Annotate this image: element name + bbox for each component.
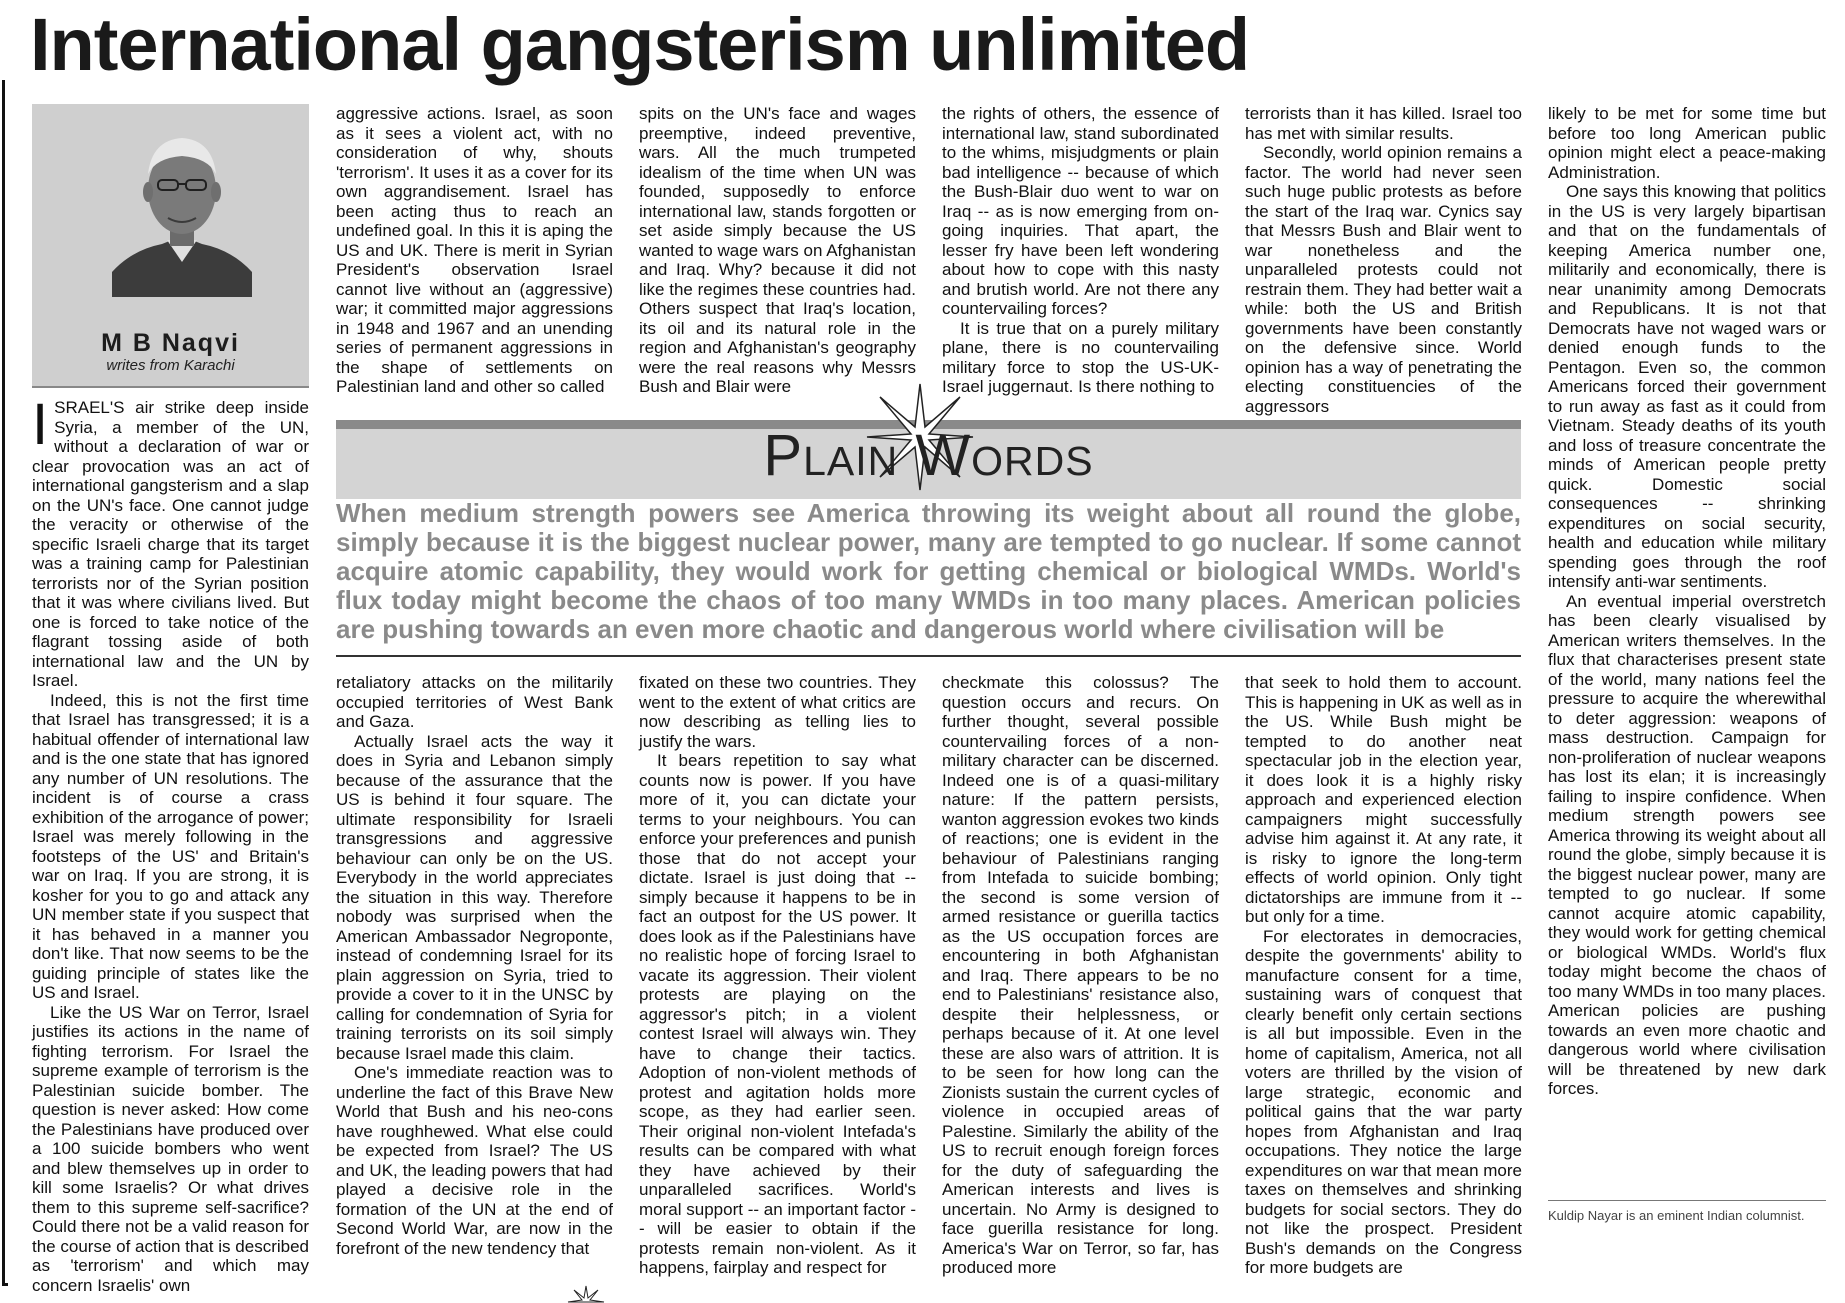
article-paragraph: ISRAEL'S air strike deep inside Syria, a member of the UN, without a declaration of war or clear provocation was an act of international gangsterism and a slap on the UN's face. One cannot judge the veracity or otherwise of the specific Israeli charge that its target was a training camp for Palestinian terrorists nor of the Syrian position that it was where civilians lived. But one is forced to take notice of the flagrant tossing aside of both international law and the UN by Israel. xyxy=(32,392,309,690)
headline: International gangsterism unlimited xyxy=(30,3,1250,86)
starburst-fragment-icon xyxy=(568,1286,604,1302)
author-location: writes from Karachi xyxy=(106,357,235,374)
article-paragraph: the rights of others, the essence of international law, stand subordinated to the whims, misjudgments or plain bad intelligence -- because of which the Bush-Blair duo went to war on Iraq -- as is now emerging from on-going inquiries. That apart, the lesser fry have been left wondering about how to cope with this nasty and brutish world. Are not there any countervailing forces? xyxy=(942,104,1219,318)
pull-quote: When medium strength powers see America throwing its weight about all round the globe, simply because it is the biggest nuclear power, many are tempted to go nuclear. If some cannot acquire atomic capability, they would work for getting chemical or biological WMDs. World's flux today might become the chaos of too many WMDs in too many places. American policies are pushing towards an even more chaotic and dangerous world where civilisation will be xyxy=(336,498,1521,644)
article-column-5-bottom xyxy=(1245,673,1522,1291)
article-paragraph: checkmate this colossus? The question occurs and recurs. On further thought, several possible countervailing forces of a non-military character can be discerned. Indeed one is of a quasi-military nature: If the pattern persists, wanton aggression evokes two kinds of reactions; one is evident in the behaviour of Palestinians ranging from Intefada to suicide bombing; the second is some version of armed resistance or guerilla tactics as the US occupation forces are encountering in both Afghanistan and Iraq. There appears to be no end to Palestinians' resistance also, despite their helplessness, or perhaps because of it. At one level these are also wars of attrition. It is to be seen for how long can the Zionists sustain the current cycles of violence in occupied areas of Palestine. Similarly the ability of the US to recruit enough foreign forces for the duty of safeguarding the American interests and lives is uncertain. No Army is designed to face guerilla resistance for long. America's War on Terror, so far, has produced more xyxy=(942,673,1219,1277)
article-paragraph: that seek to hold them to account. This is happening in UK as well as in the US. While Bush might be tempted to do another neat spectacular job in the election year, it does look it is a highly risky approach and experienced election campaigners might successfully advise him against it. At any rate, it is risky to ignore the long-term effects of world opinion. Only tight dictatorships are immune from it -- but only for a time. xyxy=(1245,673,1522,926)
author-portrait-icon xyxy=(112,122,252,297)
article-paragraph: retaliatory attacks on the militarily occupied territories of West Bank and Gaza. xyxy=(336,673,613,731)
article-paragraph: likely to be met for some time but before too long American public opinion might elect a peace-making Administration. xyxy=(1548,104,1826,182)
article-paragraph: For electorates in democracies, despite the governments' ability to manufacture consent for a time, sustaining wars of conquest that clearly benefit only certain sections is all but impossible. Even in the home of capitalism, America, not all voters are thrilled by the vision of large strategic, economic and political gains that the war party hopes from Afghanistan and Iraq occupations. They notice the large expenditures on war that mean more taxes on themselves and shrinking budgets for social sectors. They do not like the prospect. President Bush's demands on the Congress for more budgets are xyxy=(1245,926,1522,1277)
footnote-rule xyxy=(1548,1200,1826,1201)
drop-cap: I xyxy=(32,392,49,457)
article-paragraph: terrorists than it has killed. Israel too has met with similar results. xyxy=(1245,104,1522,143)
article-paragraph: fixated on these two countries. They went to the extent of what critics are now describing as telling lies to justify the wars. xyxy=(639,673,916,751)
article-paragraph: One says this knowing that politics in the US is very largely bipartisan and that on the fundamentals of keeping America number one, militarily and economically, there is near unanimity among Democrats and Republicans. It is not that Democrats have not waged wars or denied enough funds to the Pentagon. Even so, the common Americans forced their government to run away as fast as it could from Vietnam. Steady deaths of its youth and loss of treasure concentrate the minds of American people pretty quick. Domestic social consequences -- shrinking expenditures on social security, health and education while military spending goes through the roof intensify anti-war sentiments. xyxy=(1548,182,1826,591)
article-paragraph: Like the US War on Terror, Israel justifies its actions in the name of fighting terrorism. For Israel the supreme example of terrorism is the Palestinian suicide bomber. The question is never asked: How come the Palestinians have produced over a 100 suicide bombers who went and blew themselves up in order to kill some Israelis? Or what drives them to this supreme self-sacrifice? Could there not be a valid reason for the course of action that is described as 'terrorism' and which may concern Israelis' own xyxy=(32,1002,309,1295)
article-paragraph: It is true that on a purely military plane, there is no countervailing military force to stop the US-UK-Israel juggernaut. Is there nothing to xyxy=(942,318,1219,396)
article-paragraph: Actually Israel acts the way it does in Syria and Lebanon simply because of the assurance that the US is behind it four square. The ultimate responsibility for Israeli transgressions and aggressive behaviour can only be on the US. Everybody in the world appreciates the situation in this way. Therefore nobody was surprised when the American Ambassador Negroponte, instead of condemning Israel for its plain aggression on Syria, tried to provide a cover to it in the UNSC by calling for condemnation of Syria for training terrorists on its soil simply because Israel made this claim. xyxy=(336,731,613,1063)
column-title: Plain Words xyxy=(763,423,1094,488)
article-paragraph: aggressive actions. Israel, as soon as it sees a violent act, with no consideration of why, shouts 'terrorism'. It uses it as a cover for its own aggrandisement. Israel has been acting thus to reach an undefined goal. In this it is aping the US and UK. There is merit in Syrian President's observation Israel cannot live without an (aggressive) war; it committed major aggressions in 1948 and 1967 and an unending series of permanent aggressions in the shape of settlements on Palestinian land and other so called xyxy=(336,104,613,396)
byline-box xyxy=(32,104,309,388)
author-name: M B Naqvi xyxy=(101,329,240,357)
article-paragraph: Secondly, world opinion remains a factor. The world had never seen such huge public protests as before the start of the Iraq war. Cynics say that Messrs Bush and Blair went to war nonetheless and the unparalleled protests could not restrain them. They had better wait a while: both the US and British governments have been constantly on the defensive since. World opinion has a way of penetrating the electing constituencies of the aggressors xyxy=(1245,143,1522,416)
article-column-3-top xyxy=(639,104,916,400)
article-column-2-bottom xyxy=(336,673,613,1291)
left-edge-rule xyxy=(2,80,5,1285)
article-paragraph: It bears repetition to say what counts now is power. If you have more of it, you can dictate your terms to your neighbours. You can enforce your preferences and punish those that do not accept your dictate. Israel is just doing that -- simply because it happens to be in fact an outpost for the US power. It does look as if the Palestinians have no realistic hope of forcing Israel to vacate its aggression. Their violent protests are playing on the aggressor's pitch; in a violent contest Israel will always win. They have to change their tactics. Adoption of non-violent methods of protest and agitation holds more scope, as they had earlier seen. Their original non-violent Intefada's results can be compared with what they have achieved by their unparalleled sacrifices. World's moral support -- an important factor -- will be easier to obtain if the protests remain non-violent. As it happens, fairplay and respect for xyxy=(639,751,916,1277)
article-paragraph: An eventual imperial overstretch has been clearly visualised by American writers themselves. In the flux that characterises present state of the world, many nations feel the pressure to acquire the wherewithal to deter aggression: weapons of mass destruction. Campaign for non-proliferation of nuclear weapons has lost its elan; it is increasingly failing to inspire confidence. When medium strength powers see America throwing its weight about all round the globe, simply because it is the biggest nuclear power, many are tempted to go nuclear. If some cannot acquire atomic capability, they would work for getting chemical or biological WMDs. World's flux today might become the chaos of too many WMDs in too many places. American policies are pushing towards an even more chaotic and dangerous world where civilisation will be threatened by new dark forces. xyxy=(1548,591,1826,1098)
article-column-4-top xyxy=(942,104,1219,400)
article-column-4-bottom xyxy=(942,673,1219,1291)
article-paragraph: Indeed, this is not the first time that Israel has transgressed; it is a habitual offender of international law and is the one state that has ignored any number of UN resolutions. The incident is of course a crass exhibition of the arrogance of power; Israel was merely following in the footsteps of the US' and Britain's war on Iraq. If you are strong, it is kosher for you to go and attack any UN member state if you suspect that it has behaved in a manner you don't like. That now seems to be the guiding principle of states like the US and Israel. xyxy=(32,690,309,1002)
article-column-1 xyxy=(32,392,309,1303)
article-paragraph: spits on the UN's face and wages preemptive, indeed preventive, wars. All the much trumpeted idealism of the time when UN was founded, supposedly to enforce international law, stands forgotten or set aside simply because the US wanted to wage wars on Afghanistan and Iraq. Why? because it did not like the regimes these countries had. Others suspect that Iraq's location, its oil and its natural role in the region and Afghanistan's geography were the real reasons why Messrs Bush and Blair were xyxy=(639,104,916,396)
article-column-6 xyxy=(1548,104,1826,1192)
pull-quote-rule xyxy=(336,655,1521,657)
left-edge-rule-foot xyxy=(2,1283,8,1286)
article-column-3-bottom xyxy=(639,673,916,1291)
article-column-2-top xyxy=(336,104,613,400)
footnote: Kuldip Nayar is an eminent Indian columnist. xyxy=(1548,1208,1805,1223)
article-column-5-top xyxy=(1245,104,1522,416)
article-paragraph: One's immediate reaction was to underline the fact of this Brave New World that Bush and his neo-cons have roughhewed. What else could be expected from Israel? The US and UK, the leading powers that had played a decisive role in the formation of the UN at the end of Second World War, are now in the forefront of the new tendency that xyxy=(336,1063,613,1258)
